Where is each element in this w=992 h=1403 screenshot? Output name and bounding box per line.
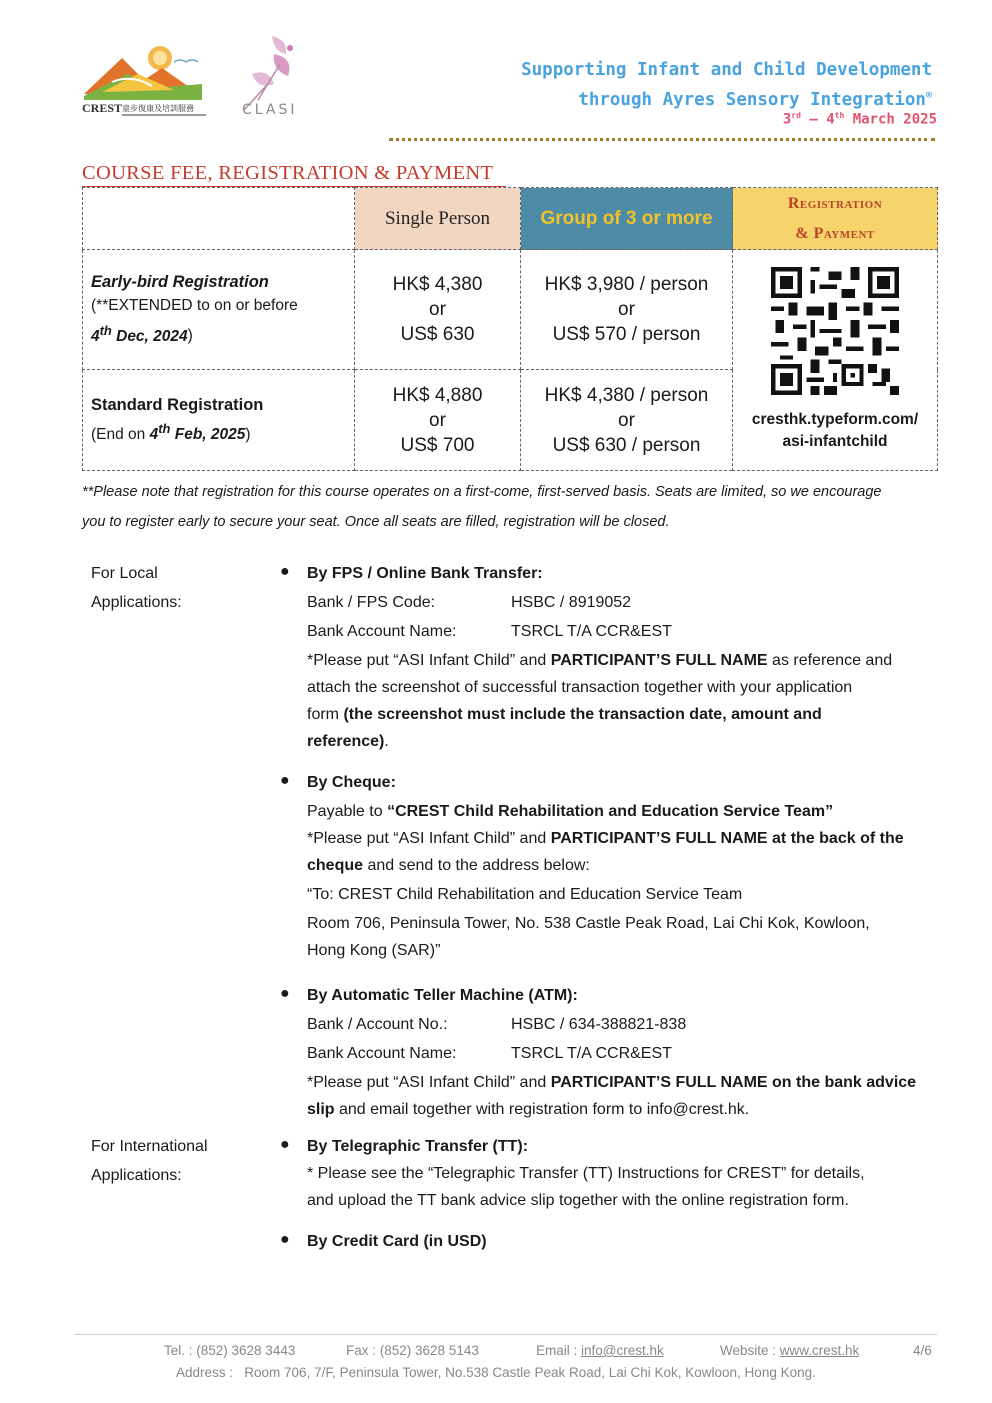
standard-group-price: HK$ 4,380 / person or US$ 630 / person [521, 370, 733, 471]
registration-qr-code[interactable] [771, 267, 899, 395]
footer-tel: Tel. : (852) 3628 3443 [164, 1343, 296, 1358]
col-single-person: Single Person [355, 188, 521, 250]
clasi-logo-text: CLASI [242, 102, 298, 118]
cheque-payment-block: By Cheque: Payable to “CREST Child Rehabilitation and Education Service Team” *Please put “ASI Infant Child” and PARTICIPANT’S FULL NAME at the back of the cheque and send to the address below: “To: CREST Child Rehabilitation and Education Service Team Room 706, Peninsula Tower, No. 538 Castle Peak Road, Lai Chi Kok, Kowloon, Hong Kong (SAR)” [307, 769, 927, 964]
fps-account-name: TSRCL T/A CCR&EST [511, 623, 672, 640]
section-title: COURSE FEE, REGISTRATION & PAYMENT [82, 162, 494, 184]
clasi-logo [222, 30, 318, 118]
crest-logo-cn: 童步復康及培訓服務 [122, 104, 194, 113]
bullet-credit-card: ● [280, 1231, 290, 1248]
international-applications-label: For International Applications: [91, 1138, 208, 1184]
footer-email: Email : info@crest.hk [536, 1343, 664, 1358]
course-title-line2: through Ayres Sensory Integration [578, 89, 926, 110]
col-registration-payment: Registration & Payment [733, 188, 938, 250]
tt-payment-block: By Telegraphic Transfer (TT): * Please see the “Telegraphic Transfer (TT) Instructions for CREST” for details, and upload the TT bank advice slip together with the online registration form. [307, 1133, 927, 1214]
early-bird-title: Early-bird Registration [91, 273, 269, 292]
atm-heading: By Automatic Teller Machine (ATM): [307, 987, 578, 1004]
early-bird-label: Early-bird Registration (**EXTENDED to on or before 4th Dec, 2024) [83, 250, 355, 370]
early-single-price: HK$ 4,380 or US$ 630 [355, 250, 521, 370]
crest-logo [82, 44, 210, 118]
standard-title: Standard Registration [91, 395, 264, 414]
atm-payment-block: By Automatic Teller Machine (ATM): Bank / Account No.: HSBC / 634-388821-838 Bank Account Name: TSRCL T/A CCR&EST *Please put “ASI Infant Child” and PARTICIPANT’S FULL NAME on the bank advice slip and email together with registration form to info@crest.hk. [307, 982, 927, 1123]
registered-mark: ® [925, 90, 932, 101]
tt-heading: By Telegraphic Transfer (TT): [307, 1138, 529, 1155]
crest-logo-text: CREST [82, 101, 123, 115]
fee-table [82, 187, 938, 471]
footer-website: Website : www.crest.hk [720, 1343, 860, 1358]
bullet-fps: ● [280, 563, 290, 580]
standard-single-price: HK$ 4,880 or US$ 700 [355, 370, 521, 471]
early-bird-note: (**EXTENDED to on or before [91, 297, 298, 315]
registration-notice: **Please note that registration for this course operates on a first-come, first-served basis. Seats are limited, so we encourage you to register early to secure your seat. Once all seats are filled, registration will be closed. [82, 484, 882, 530]
footer-email-link[interactable]: info@crest.hk [581, 1343, 664, 1358]
registration-url[interactable]: cresthk.typeform.com/ asi-infantchild [751, 411, 919, 450]
atm-account-no: HSBC / 634-388821-838 [511, 1016, 687, 1033]
fps-code: HSBC / 8919052 [511, 594, 632, 611]
early-group-price: HK$ 3,980 / person or US$ 570 / person [521, 250, 733, 370]
credit-card-heading: By Credit Card (in USD) [307, 1233, 487, 1250]
course-dates: 3rd – 4th March 2025 [782, 111, 937, 128]
atm-account-name: TSRCL T/A CCR&EST [511, 1045, 672, 1062]
local-applications-label: For Local Applications: [91, 565, 182, 611]
early-bird-row [83, 250, 938, 370]
bullet-cheque: ● [280, 772, 290, 789]
fee-table-empty-cell [83, 188, 355, 250]
cheque-address: “To: CREST Child Rehabilitation and Education Service Team [307, 886, 743, 903]
footer-address: Address : Room 706, 7/F, Peninsula Tower, No.538 Castle Peak Road, Lai Chi Kok, Kowloon, Hong Kong. [176, 1365, 816, 1380]
fps-payment-block: By FPS / Online Bank Transfer: Bank / FPS Code: HSBC / 8919052 Bank Account Name: TSRCL T/A CCR&EST *Please put “ASI Infant Child” and PARTICIPANT’S FULL NAME as reference and attach the screenshot of successful transaction together with your application form (the screenshot must include the transaction date, amount and reference). [307, 560, 927, 755]
fps-heading: By FPS / Online Bank Transfer: [307, 565, 543, 582]
footer-website-link[interactable]: www.crest.hk [779, 1343, 860, 1358]
credit-card-block [307, 1228, 927, 1255]
cheque-heading: By Cheque: [307, 774, 396, 791]
bullet-atm: ● [280, 985, 290, 1002]
bullet-tt: ● [280, 1136, 290, 1153]
footer-divider [75, 1334, 937, 1335]
col-group: Group of 3 or more [521, 188, 733, 250]
footer-fax: Fax : (852) 3628 5143 [346, 1343, 479, 1358]
course-title [521, 58, 932, 113]
course-title-line1: Supporting Infant and Child Development [521, 60, 932, 80]
page-number: 4/6 [913, 1343, 932, 1358]
fee-table-header-row [83, 188, 938, 250]
registration-qr-cell [733, 250, 938, 471]
standard-label: Standard Registration (End on 4th Feb, 2025) [83, 370, 355, 471]
header-divider [389, 138, 935, 141]
